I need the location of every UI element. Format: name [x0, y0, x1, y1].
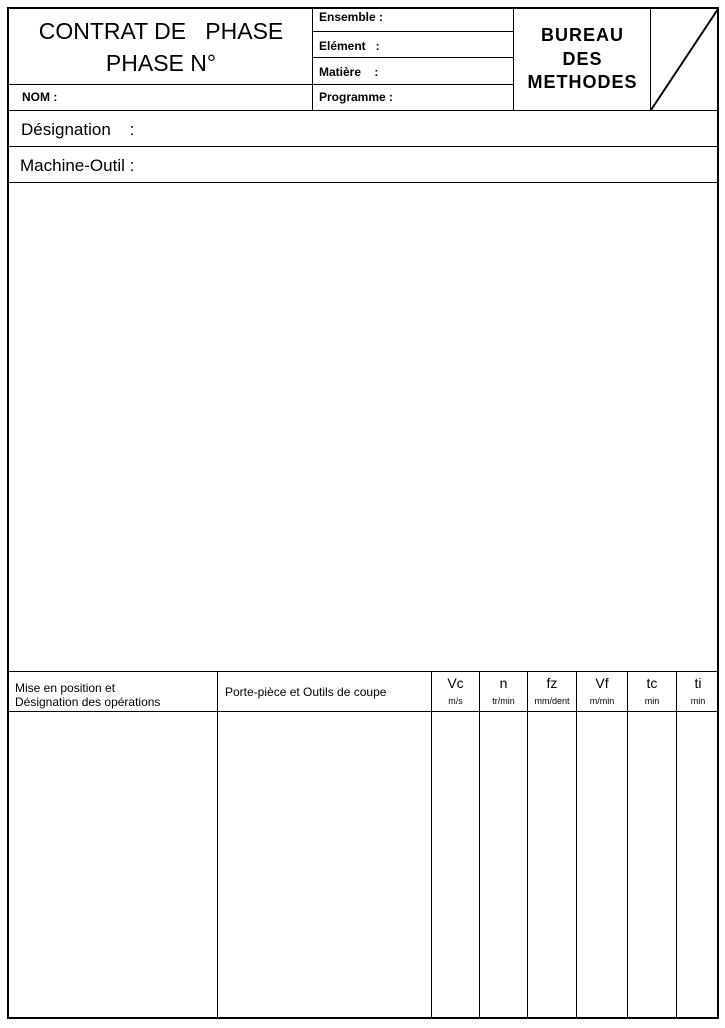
nom-row-line — [7, 84, 313, 85]
col-fz-symbol: fz — [546, 675, 558, 691]
table-top-line — [7, 671, 719, 672]
machine-bottom-line — [7, 182, 719, 183]
col-n-symbol: n — [499, 675, 508, 691]
programme-label: Programme : — [319, 90, 394, 104]
table-col-line-1 — [217, 671, 218, 1019]
col-vc-symbol: Vc — [447, 675, 464, 691]
col-ti-unit: min — [690, 696, 706, 706]
col-mise-line1: Mise en position et — [15, 681, 116, 695]
col-tc-symbol: tc — [646, 675, 658, 691]
col-fz-unit: mm/dent — [534, 696, 570, 706]
matiere-row-line — [312, 84, 514, 85]
col-porte-piece: Porte-pièce et Outils de coupe — [225, 685, 387, 699]
ensemble-label: Ensemble : — [319, 10, 384, 24]
col-vc-unit: m/s — [448, 696, 463, 706]
designation-bottom-line — [7, 146, 719, 147]
cell-ti[interactable] — [678, 713, 718, 1018]
table-col-line-5 — [576, 671, 577, 1019]
bureau-line1: BUREAU — [540, 25, 624, 45]
machine-tool-label: Machine-Outil : — [20, 156, 135, 175]
designation-label: Désignation : — [21, 120, 135, 139]
form-title-line1: CONTRAT DE PHASE — [38, 18, 284, 44]
col-vf-symbol: Vf — [595, 675, 609, 691]
table-col-line-2 — [431, 671, 432, 1019]
bureau-line3: METHODES — [527, 72, 638, 92]
cell-vf[interactable] — [578, 713, 626, 1018]
col-ti-symbol: ti — [694, 675, 702, 691]
header-bottom-line — [7, 110, 719, 111]
element-label: Elément : — [319, 39, 380, 53]
sketch-area[interactable] — [9, 184, 717, 670]
col-n-unit: tr/min — [492, 696, 515, 706]
nom-label: NOM : — [22, 90, 58, 104]
col-vf-unit: m/min — [589, 696, 615, 706]
cell-fz[interactable] — [529, 713, 575, 1018]
table-col-line-4 — [527, 671, 528, 1019]
table-col-line-6 — [627, 671, 628, 1019]
form-title-line2: PHASE N° — [105, 50, 217, 76]
matiere-label: Matière : — [319, 65, 379, 79]
cell-vc[interactable] — [433, 713, 478, 1018]
cell-n[interactable] — [481, 713, 526, 1018]
header-divider-1 — [312, 7, 313, 111]
diagonal-slash-icon — [650, 7, 719, 111]
table-col-line-7 — [676, 671, 677, 1019]
cell-tc[interactable] — [629, 713, 675, 1018]
table-col-line-3 — [479, 671, 480, 1019]
cell-porte-piece[interactable] — [219, 713, 430, 1018]
bureau-line2: DES — [562, 49, 603, 69]
cell-mise-en-position[interactable] — [9, 713, 216, 1018]
col-tc-unit: min — [644, 696, 660, 706]
ensemble-row-line — [312, 31, 514, 32]
table-header-bottom-line — [7, 711, 719, 712]
element-row-line — [312, 57, 514, 58]
col-mise-line2: Désignation des opérations — [15, 695, 161, 709]
